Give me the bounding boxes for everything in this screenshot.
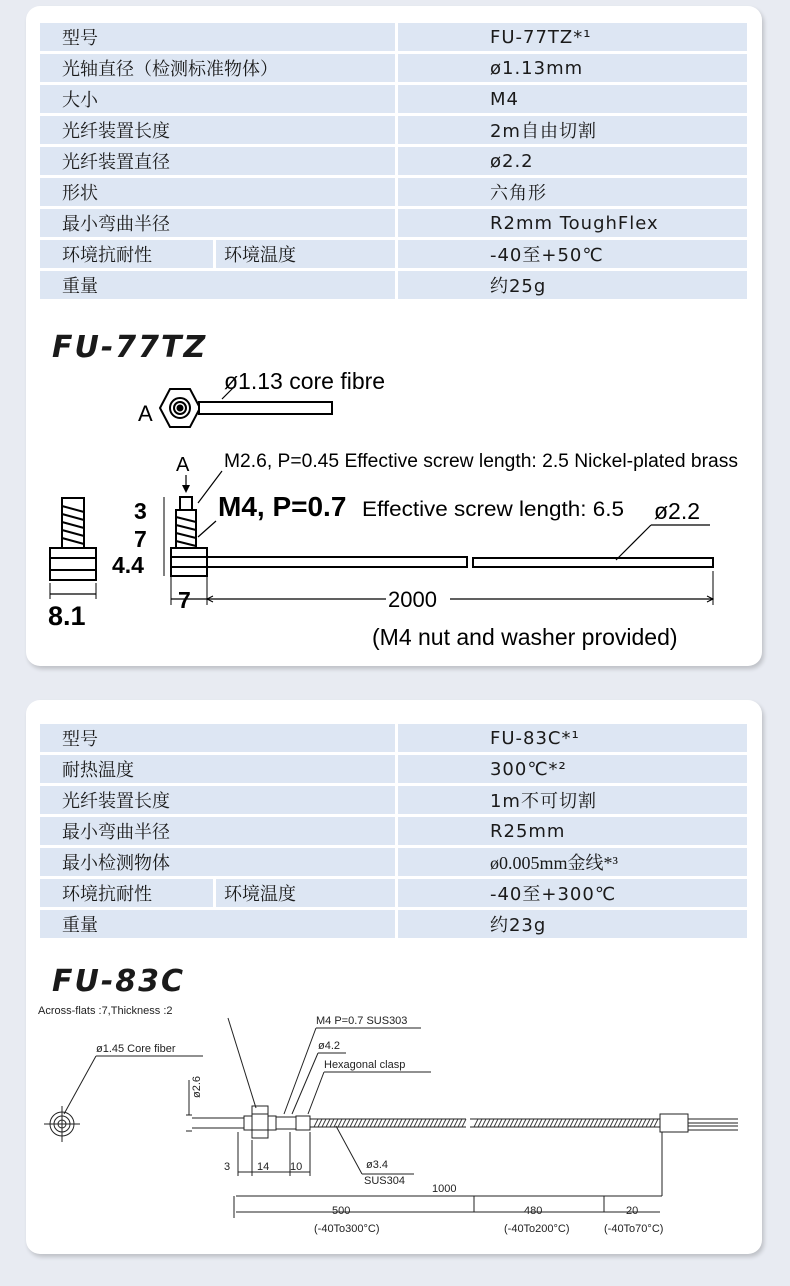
row-label: 耐热温度 xyxy=(40,755,395,783)
row-value: -40至+300℃ xyxy=(395,879,747,907)
row-value: 约25g xyxy=(395,271,747,299)
row-sublabel: 环境温度 xyxy=(213,240,395,268)
dimension-drawing-fu-83c xyxy=(26,1000,762,1240)
row-value: FU-77TZ*¹ xyxy=(395,23,747,51)
nut-note: (M4 nut and washer provided) xyxy=(372,624,678,650)
row-value: FU-83C*¹ xyxy=(395,724,747,752)
table-row xyxy=(40,23,747,51)
row-value: 300℃*² xyxy=(395,755,747,783)
row-value: 1m不可切割 xyxy=(395,786,747,814)
table-row xyxy=(40,178,747,206)
table-row xyxy=(40,910,747,938)
spec-table-fu-77tz xyxy=(40,20,747,302)
hex-end-view xyxy=(160,389,332,427)
row-value: R25mm xyxy=(395,817,747,845)
dimension-drawing-fu-77tz xyxy=(26,361,762,661)
dim-2000: 2000 xyxy=(388,587,437,612)
table-row xyxy=(40,209,747,237)
row-label: 型号 xyxy=(40,724,395,752)
d42-label: ø4.2 xyxy=(318,1040,341,1052)
label-a2: A xyxy=(176,454,190,476)
dim-14: 14 xyxy=(257,1161,270,1173)
dim-ext xyxy=(50,583,96,599)
dim-7b: 7 xyxy=(178,587,191,613)
table-row xyxy=(40,786,747,814)
row-value: 2m自由切割 xyxy=(395,116,747,144)
core-fiber-label: ø1.45 Core fiber xyxy=(96,1043,176,1055)
table-row xyxy=(40,817,747,845)
dim-1000: 1000 xyxy=(432,1183,457,1195)
row-label: 光纤装置长度 xyxy=(40,786,395,814)
model-title: FU-83C xyxy=(52,964,186,999)
table-row xyxy=(40,240,747,268)
row-value: ø2.2 xyxy=(395,147,747,175)
dim-20: 20 xyxy=(626,1205,639,1217)
row-sublabel: 环境温度 xyxy=(213,879,395,907)
dim-44: 4.4 xyxy=(112,552,144,578)
dim-500: 500 xyxy=(332,1205,351,1217)
m4-screw-label: Effective screw length: 6.5 xyxy=(362,498,624,521)
table-row xyxy=(40,724,747,752)
screw-spec-label: M2.6, P=0.45 Effective screw length: 2.5 Nickel-plated brass xyxy=(224,451,738,472)
m4-bold-label: M4, P=0.7 xyxy=(218,491,347,522)
row-value: ø0.005mm金线*³ xyxy=(395,848,747,876)
d34-label: ø3.4 xyxy=(366,1159,389,1171)
row-label: 最小弯曲半径 xyxy=(40,209,395,237)
dim-10: 10 xyxy=(290,1161,303,1173)
row-label: 光纤装置长度 xyxy=(40,116,395,144)
spec-table-fu-83c xyxy=(40,721,747,941)
row-label: 环境抗耐性 xyxy=(40,240,213,268)
row-label: 光纤装置直径 xyxy=(40,147,395,175)
sheath-hatching xyxy=(314,1119,658,1127)
arrow-a-head xyxy=(182,485,190,493)
row-label: 重量 xyxy=(40,271,395,299)
d26-label: ø2.6 xyxy=(191,1075,203,1098)
dim-7: 7 xyxy=(134,526,147,552)
table-row xyxy=(40,879,747,907)
model-title: FU-77TZ xyxy=(52,330,208,365)
leader-line xyxy=(616,525,651,560)
row-value: 六角形 xyxy=(395,178,747,206)
table-row xyxy=(40,85,747,113)
table-row xyxy=(40,271,747,299)
row-value: R2mm ToughFlex xyxy=(395,209,747,237)
spec-card-fu-77tz xyxy=(26,6,762,666)
row-label: 最小检测物体 xyxy=(40,848,395,876)
row-label: 型号 xyxy=(40,23,395,51)
m4-sus-label: M4 P=0.7 SUS303 xyxy=(316,1015,408,1027)
row-label: 最小弯曲半径 xyxy=(40,817,395,845)
dim-480: 480 xyxy=(524,1205,543,1217)
spec-card-fu-83c xyxy=(26,700,762,1254)
row-value: 约23g xyxy=(395,910,747,938)
table-row xyxy=(40,755,747,783)
dim-ext xyxy=(171,571,713,605)
temp-range-2: (-40To200°C) xyxy=(504,1223,570,1235)
row-value: ø1.13mm xyxy=(395,54,747,82)
row-label: 重量 xyxy=(40,910,395,938)
nut-side-view xyxy=(50,498,96,580)
dia-22-label: ø2.2 xyxy=(654,498,701,524)
row-label: 光轴直径（检测标准物体） xyxy=(40,54,395,82)
table-row xyxy=(40,116,747,144)
table-row xyxy=(40,147,747,175)
table-row xyxy=(40,54,747,82)
row-label: 形状 xyxy=(40,178,395,206)
dim-3: 3 xyxy=(224,1161,231,1173)
temp-range-1: (-40To300°C) xyxy=(314,1223,380,1235)
label-a: A xyxy=(138,401,153,426)
row-label: 环境抗耐性 xyxy=(40,879,213,907)
row-value: M4 xyxy=(395,85,747,113)
table-row xyxy=(40,848,747,876)
row-label: 大小 xyxy=(40,85,395,113)
dim-81: 8.1 xyxy=(48,601,86,631)
hex-clasp-label: Hexagonal clasp xyxy=(324,1059,406,1071)
row-value: -40至+50℃ xyxy=(395,240,747,268)
across-flats-label: Across-flats :7,Thickness :2 xyxy=(38,1005,173,1017)
sus304-label: SUS304 xyxy=(364,1175,405,1187)
leader-line xyxy=(198,521,216,537)
temp-range-3: (-40To70°C) xyxy=(604,1223,664,1235)
core-fibre-label: ø1.13 core fibre xyxy=(224,368,386,394)
dim-3: 3 xyxy=(134,498,147,524)
